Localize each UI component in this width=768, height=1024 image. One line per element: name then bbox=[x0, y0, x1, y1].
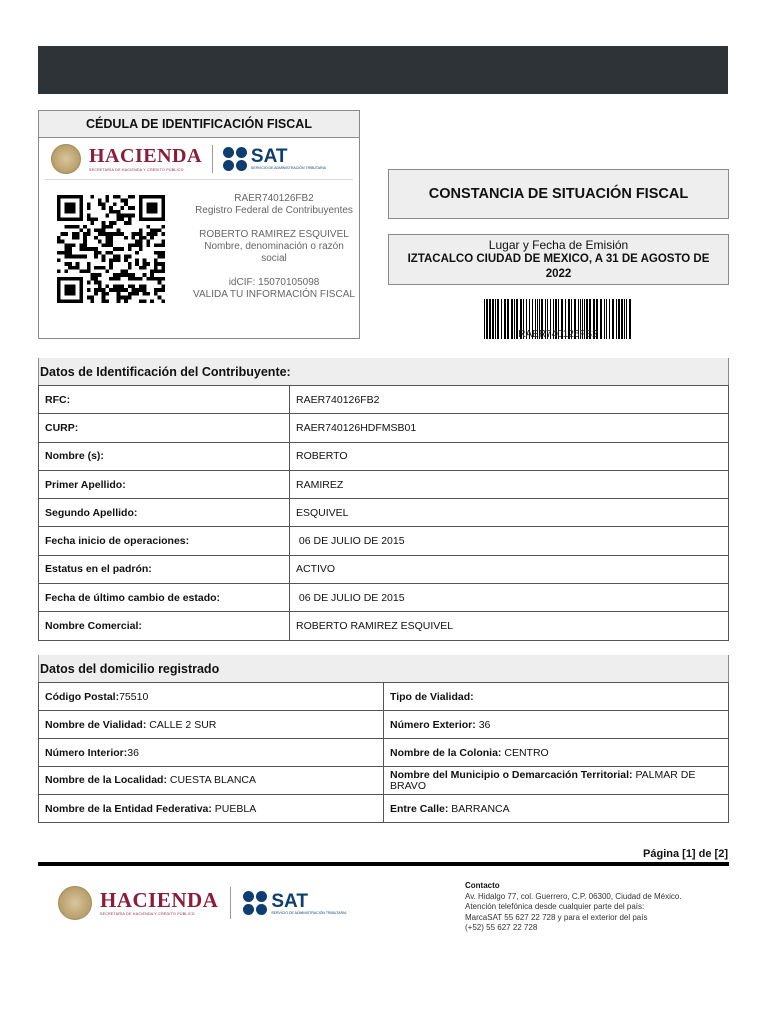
lugar-fecha-value: IZTACALCO CIUDAD DE MEXICO, A 31 DE AGOSTO DE 2022 bbox=[407, 253, 710, 280]
table-cell bbox=[39, 683, 384, 711]
field-label: Nombre de la Colonia: bbox=[390, 746, 505, 759]
field-label: CURP: bbox=[39, 414, 290, 442]
field-label: Primer Apellido: bbox=[39, 470, 290, 498]
field-label: Número Interior: bbox=[45, 746, 128, 759]
table-row bbox=[39, 767, 729, 795]
field-label: Nombre de Vialidad: bbox=[45, 718, 150, 731]
table-row bbox=[39, 414, 729, 442]
cedula-logos bbox=[45, 138, 353, 180]
cedula-valida[interactable]: VALIDA TU INFORMACIÓN FISCAL bbox=[193, 289, 355, 300]
table-row bbox=[39, 499, 729, 527]
table-cell bbox=[384, 711, 729, 739]
field-label: Número Exterior: bbox=[390, 718, 479, 731]
sat-wordmark: SAT bbox=[250, 146, 288, 167]
field-label: Entre Calle: bbox=[390, 802, 452, 815]
footer-sat-subtitle: SERVICIO DE ADMINISTRACIÓN TRIBUTARIA bbox=[271, 910, 347, 915]
identificacion-table bbox=[38, 385, 729, 641]
footer-logos bbox=[58, 886, 346, 920]
field-label: Nombre de la Entidad Federativa: bbox=[45, 802, 215, 815]
field-label: Segundo Apellido: bbox=[39, 499, 290, 527]
footer-sat-logo bbox=[243, 891, 346, 915]
footer-hacienda-logo bbox=[58, 886, 218, 920]
table-cell bbox=[39, 739, 384, 767]
footer-logo-separator bbox=[230, 887, 231, 919]
contact-line: MarcaSAT 55 627 22 728 y para el exterior del país bbox=[465, 912, 648, 922]
sat-logo bbox=[223, 147, 326, 171]
field-label: Fecha de último cambio de estado: bbox=[39, 584, 290, 612]
page-number: Página [1] de [2] bbox=[643, 848, 728, 860]
hacienda-logo bbox=[51, 144, 202, 174]
field-label: Código Postal: bbox=[45, 690, 120, 703]
table-row bbox=[39, 683, 729, 711]
field-label: Nombre (s): bbox=[39, 442, 290, 470]
constancia-title: CONSTANCIA DE SITUACIÓN FISCAL bbox=[388, 169, 729, 219]
field-label: RFC: bbox=[39, 386, 290, 414]
table-cell bbox=[384, 683, 729, 711]
qr-code-icon bbox=[57, 195, 165, 303]
logo-separator bbox=[212, 145, 213, 173]
table-row bbox=[39, 612, 729, 640]
cedula-name-label: Nombre, denominación o razón social bbox=[204, 241, 344, 264]
domicilio-section bbox=[38, 655, 729, 823]
hacienda-seal-icon bbox=[51, 144, 81, 174]
lugar-fecha-box bbox=[388, 234, 729, 285]
sat-subtitle: SERVICIO DE ADMINISTRACIÓN TRIBUTARIA bbox=[250, 166, 326, 170]
footer-hacienda-wordmark: HACIENDA bbox=[100, 888, 219, 912]
field-value: RAER740126FB2 bbox=[290, 386, 729, 414]
table-row bbox=[39, 555, 729, 583]
field-label: Nombre del Municipio o Demarcación Territorial: bbox=[390, 768, 636, 781]
cedula-rfc: RAER740126FB2 bbox=[234, 193, 314, 204]
hacienda-subtitle: SECRETARÍA DE HACIENDA Y CRÉDITO PÚBLICO bbox=[89, 167, 184, 172]
table-row bbox=[39, 711, 729, 739]
footer-hacienda-subtitle: SECRETARÍA DE HACIENDA Y CRÉDITO PÚBLICO bbox=[100, 912, 195, 916]
contact-line: Av. Hidalgo 77, col. Guerrero, C.P. 06300, Ciudad de México. bbox=[465, 891, 682, 901]
table-row bbox=[39, 584, 729, 612]
field-value: BARRANCA bbox=[451, 802, 510, 815]
table-cell bbox=[384, 739, 729, 767]
barcode-text: RAER740126FB2 bbox=[518, 329, 598, 340]
field-label: Nombre Comercial: bbox=[39, 612, 290, 640]
cedula-info bbox=[191, 193, 357, 301]
field-label: Fecha inicio de operaciones: bbox=[39, 527, 290, 555]
contact-block bbox=[465, 881, 725, 934]
table-cell bbox=[39, 767, 384, 795]
field-label: Estatus en el padrón: bbox=[39, 555, 290, 583]
field-value: RAER740126HDFMSB01 bbox=[290, 414, 729, 442]
field-value: ROBERTO RAMIREZ ESQUIVEL bbox=[290, 612, 729, 640]
contact-title: Contacto bbox=[465, 881, 500, 890]
cedula-name: ROBERTO RAMIREZ ESQUIVEL bbox=[199, 229, 349, 240]
field-value: PUEBLA bbox=[214, 802, 257, 815]
field-value: ROBERTO bbox=[290, 442, 729, 470]
field-value: 75510 bbox=[119, 690, 149, 703]
identificacion-section bbox=[38, 358, 729, 641]
field-value: 06 DE JULIO DE 2015 bbox=[290, 584, 729, 612]
field-value: 36 bbox=[127, 746, 139, 759]
field-value: RAMIREZ bbox=[290, 470, 729, 498]
lugar-fecha-label: Lugar y Fecha de Emisión bbox=[488, 238, 629, 252]
field-value: CUESTA BLANCA bbox=[169, 774, 257, 786]
top-bar bbox=[38, 46, 728, 94]
footer-sat-dots-icon bbox=[243, 891, 267, 915]
table-cell bbox=[384, 767, 729, 795]
field-value: PALMAR DE BRAVO bbox=[390, 768, 696, 792]
cedula-rfc-label: Registro Federal de Contribuyentes bbox=[195, 205, 353, 216]
footer-sat-wordmark: SAT bbox=[271, 890, 308, 912]
footer-hacienda-seal-icon bbox=[58, 886, 92, 920]
identificacion-title: Datos de Identificación del Contribuyente: bbox=[38, 358, 729, 385]
cedula-title: CÉDULA DE IDENTIFICACIÓN FISCAL bbox=[39, 111, 359, 138]
field-value: CENTRO bbox=[504, 746, 549, 759]
field-value: ACTIVO bbox=[290, 555, 729, 583]
cedula-box bbox=[38, 110, 360, 339]
field-value: ESQUIVEL bbox=[290, 499, 729, 527]
domicilio-table bbox=[38, 682, 729, 823]
field-label: Nombre de la Localidad: bbox=[45, 774, 170, 786]
table-cell bbox=[384, 795, 729, 823]
contact-line: (+52) 55 627 22 728 bbox=[465, 923, 538, 932]
table-cell bbox=[39, 795, 384, 823]
table-row bbox=[39, 386, 729, 414]
table-row bbox=[39, 739, 729, 767]
footer-divider bbox=[38, 862, 729, 866]
hacienda-wordmark: HACIENDA bbox=[89, 144, 202, 167]
field-value: CALLE 2 SUR bbox=[149, 718, 217, 731]
sat-dots-icon bbox=[223, 147, 247, 171]
field-value: 06 DE JULIO DE 2015 bbox=[290, 527, 729, 555]
table-row bbox=[39, 527, 729, 555]
field-value: 36 bbox=[478, 718, 491, 731]
cedula-idcif: idCIF: 15070105098 bbox=[228, 277, 320, 288]
domicilio-title: Datos del domicilio registrado bbox=[38, 655, 729, 682]
table-cell bbox=[39, 711, 384, 739]
table-row bbox=[39, 470, 729, 498]
contact-line: Atención telefónica desde cualquier parte del país: bbox=[465, 902, 645, 911]
table-row bbox=[39, 795, 729, 823]
table-row bbox=[39, 442, 729, 470]
field-label: Tipo de Vialidad: bbox=[390, 690, 474, 703]
